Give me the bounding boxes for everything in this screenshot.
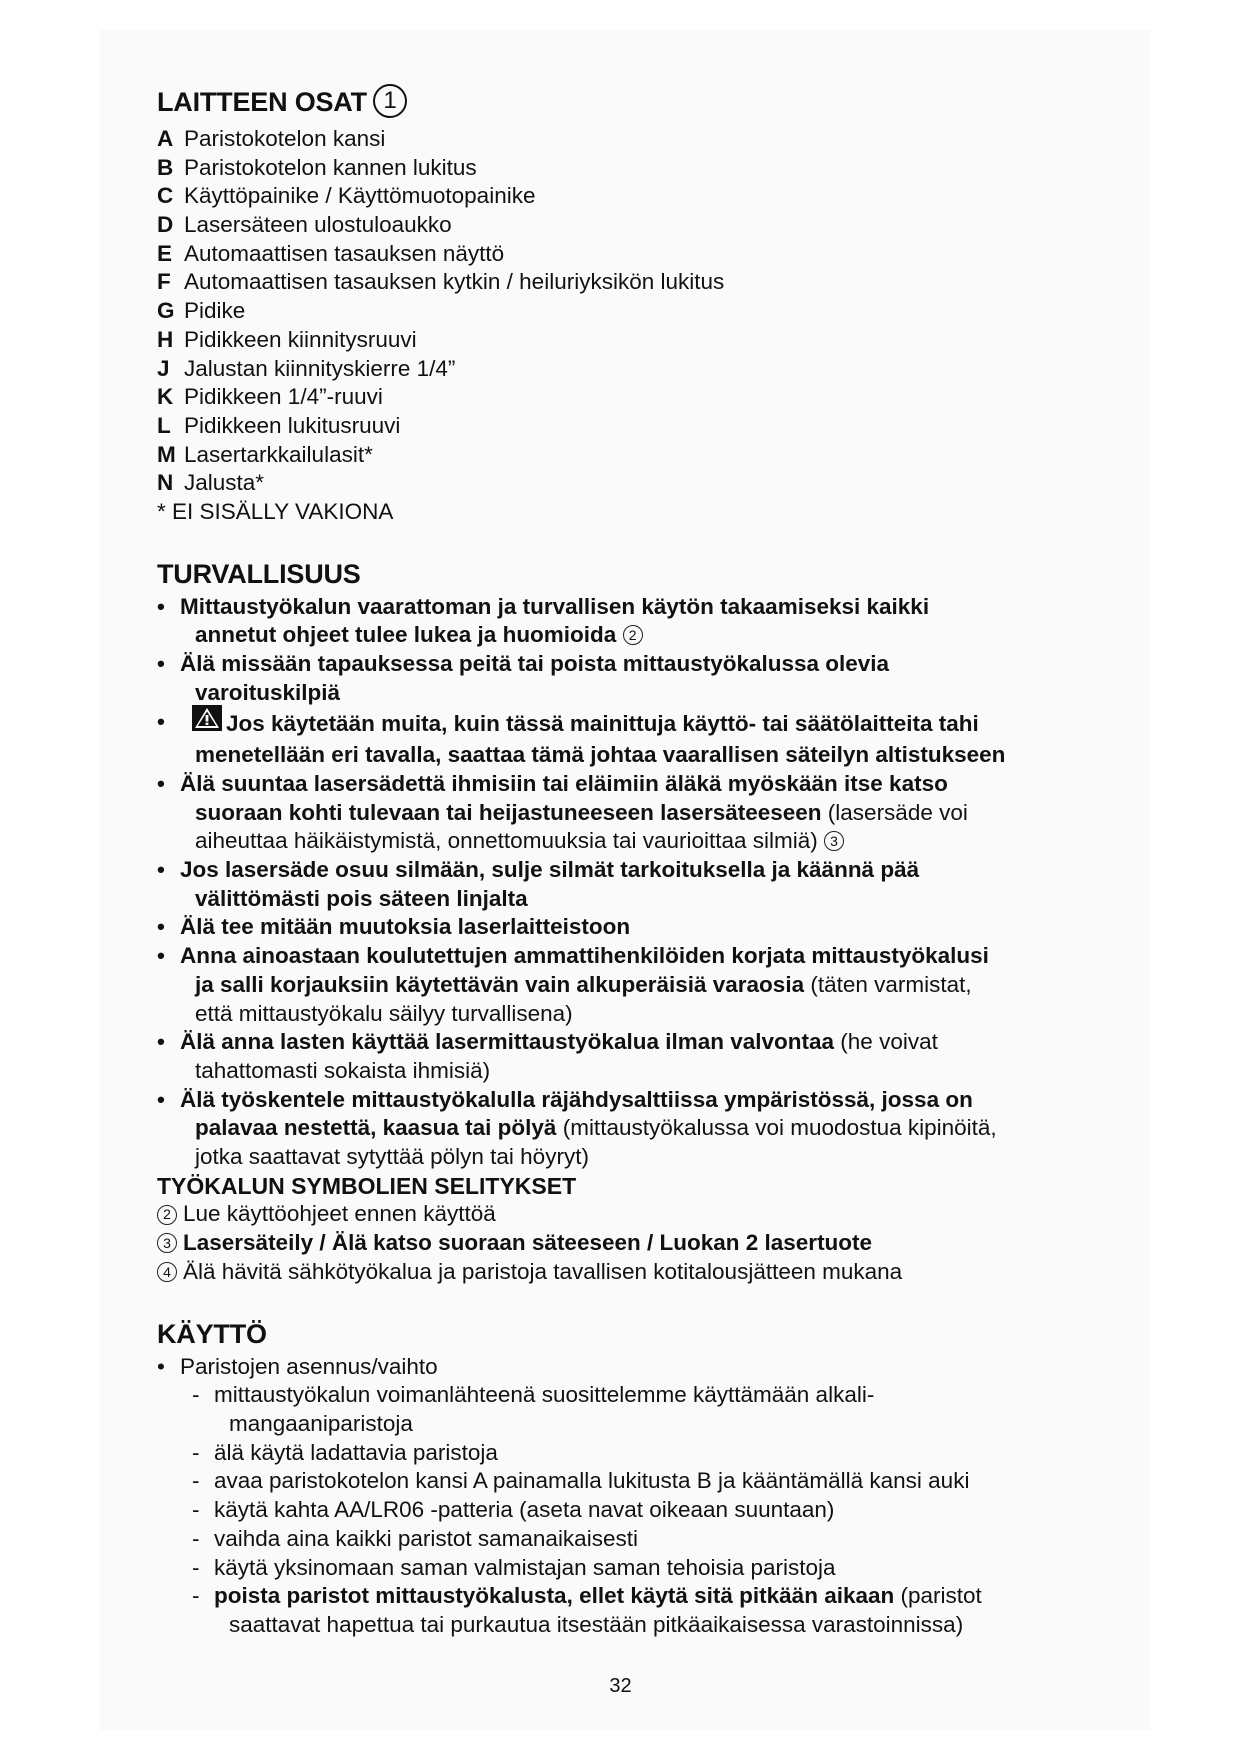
list-item: C Käyttöpainike / Käyttömuotopainike — [157, 183, 536, 209]
list-item: • Älä missään tapauksessa peitä tai poista mittaustyökalussa olevia varoituskilpiä — [157, 650, 1117, 707]
list-item: • Älä tee mitään muutoksia laserlaitteistoon — [157, 913, 1117, 942]
document-content — [157, 85, 1117, 1640]
list-item: A Paristokotelon kansi — [157, 125, 386, 151]
list-item: K Pidikkeen 1/4”-ruuvi — [157, 384, 383, 410]
usage-list — [157, 1353, 1117, 1640]
list-item: • Anna ainoastaan koulutettujen ammattihenkilöiden korjata mittaustyökalusi ja salli korjauksiin käytettävän vain alkuperäisiä varaosia (täten varmistat, että mittaustyökalu säilyy turvallisena) — [157, 942, 1117, 1028]
list-item: • Älä suuntaa lasersädettä ihmisiin tai eläimiin äläkä myöskään itse katso suoraan kohti tulevaan tai heijastuneeseen lasersäteeseen (lasersäde voi aiheuttaa häikäistymistä, onnettomuuksia tai vaurioittaa silmiä) 3 — [157, 770, 1117, 856]
list-item: • Jos lasersäde osuu silmään, sulje silmät tarkoituksella ja käännä pää välittömästi pois säteen linjalta — [157, 856, 1117, 913]
list-item: - poista paristot mittaustyökalusta, ellet käytä sitä pitkään aikaan (paristot saattavat hapettua tai purkautua itsestään pitkäaikaisessa varastoinnissa) — [192, 1582, 1117, 1639]
list-item: - älä käytä ladattavia paristoja — [192, 1439, 1117, 1468]
list-item: - käytä kahta AA/LR06 -patteria (aseta navat oikeaan suuntaan) — [192, 1496, 1117, 1525]
list-item: E Automaattisen tasauksen näyttö — [157, 240, 505, 266]
list-item: B Paristokotelon kannen lukitus — [157, 154, 477, 180]
laser-warning-icon — [192, 705, 222, 739]
list-item: - mittaustyökalun voimanlähteenä suosittelemme käyttämään alkali- mangaaniparistoja — [192, 1381, 1117, 1438]
list-item: • Mittaustyökalun vaarattoman ja turvallisen käytön takaamiseksi kaikki annetut ohjeet tulee lukea ja huomioida 2 — [157, 593, 1117, 650]
list-item: - avaa paristokotelon kansi A painamalla lukitusta B ja kääntämällä kansi auki — [192, 1467, 1117, 1496]
symbols-heading: TYÖKALUN SYMBOLIEN SELITYKSET — [157, 1172, 577, 1199]
page-number: 32 — [609, 1675, 632, 1697]
usage-section — [157, 1317, 1117, 1640]
list-item: • Älä työskentele mittaustyökalulla räjähdysalttiissa ympäristössä, jossa on palavaa nestettä, kaasua tai pölyä (mittaustyökalussa voi muodostua kipinöitä, jotka saattavat sytyttää pölyn tai höyryt) — [157, 1086, 1117, 1172]
list-item: - käytä yksinomaan saman valmistajan saman tehoisia paristoja — [192, 1554, 1117, 1583]
list-item: • Älä anna lasten käyttää lasermittaustyökalua ilman valvontaa (he voivat tahattomasti sokaista ihmisiä) — [157, 1028, 1117, 1085]
parts-title: LAITTEEN OSAT — [157, 87, 367, 117]
list-item: G Pidike — [157, 298, 246, 324]
list-item: - vaihda aina kaikki paristot samanaikaisesti — [192, 1525, 1117, 1554]
list-item: L Pidikkeen lukitusruuvi — [157, 412, 401, 438]
list-item: M Lasertarkkailulasit* — [157, 441, 373, 467]
safety-heading: TURVALLISUUS — [157, 558, 361, 589]
usage-heading: KÄYTTÖ — [157, 1318, 267, 1349]
symbol-ref-badge: 2 — [623, 625, 643, 645]
parts-heading — [157, 85, 1117, 121]
safety-section — [157, 557, 1117, 1172]
list-item: 3 Lasersäteily / Älä katso suoraan säteeseen / Luokan 2 lasertuote — [157, 1229, 1117, 1258]
list-item: 4 Älä hävitä sähkötyökalua ja paristoja tavallisen kotitalousjätteen mukana — [157, 1258, 1117, 1287]
list-item: • Paristojen asennus/vaihto - mittaustyökalun voimanlähteenä suosittelemme käyttämään alkali- mangaaniparistoja - älä käytä ladattavia paristoja - avaa paristokotelon kansi A painamalla lukitusta B ja kääntämällä kansi auki - käytä kahta AA/LR06 -patteria (aseta navat oikeaan suuntaan) - vaihda aina kaikki paristot samanaikaisesti - käytä yksinomaan saman valmistajan saman tehoisia paristoja - poista paristot mittaustyökalusta, ellet käytä sitä pitkään aikaan (paristot saattavat hapettua tai purkautua itsestään pitkäaikaisessa varastoinnissa) — [157, 1353, 1117, 1640]
parts-list — [157, 125, 1117, 527]
list-item: H Pidikkeen kiinnitysruuvi — [157, 326, 417, 352]
list-item: D Lasersäteen ulostuloaukko — [157, 211, 452, 237]
list-item: 2 Lue käyttöohjeet ennen käyttöä — [157, 1200, 1117, 1229]
list-item: J Jalustan kiinnityskierre 1/4” — [157, 355, 456, 381]
symbol-ref-badge: 3 — [824, 831, 844, 851]
list-item: F Automaattisen tasauksen kytkin / heiluriyksikön lukitus — [157, 269, 725, 295]
parts-footnote: * EI SISÄLLY VAKIONA — [157, 499, 394, 525]
battery-steps-list — [180, 1381, 1117, 1639]
list-item: N Jalusta* — [157, 470, 265, 496]
list-item: • Jos käytetään muita, kuin tässä mainittuja käyttö- tai säätölaitteita tahi menetellään eri tavalla, saattaa tämä johtaa vaarallisen säteilyn altistukseen — [157, 708, 1117, 770]
symbols-section — [157, 1172, 1117, 1287]
figure-ref-badge: 1 — [373, 84, 407, 118]
safety-list — [157, 593, 1117, 1172]
